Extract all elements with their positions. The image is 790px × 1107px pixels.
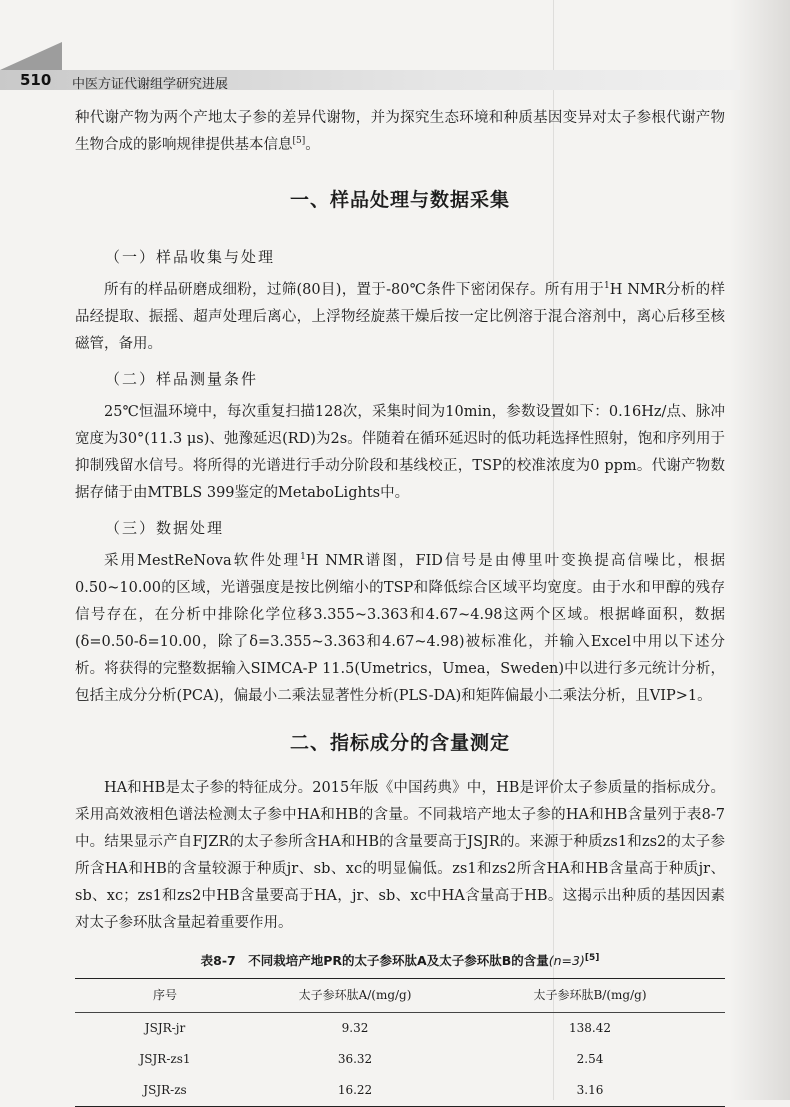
table-cell: JSJR-zs xyxy=(143,1083,187,1097)
section-2-paragraph: HA和HB是太子参的特征成分。2015年版《中国药典》中，HB是评价太子参质量的指标成分。采用高效液相色谱法检测太子参中HA和HB的含量。不同栽培产地太子参的HA和HB含量列于表8-7中。结果显示产自FJZR的太子参所含HA和HB的含量要高于JSJR的。来源于种质zs1和zs2的太子参所含HA和HB的含量较源于种质jr、sb、xc的明显偏低。zs1和zs2所含HA和HB含量高于种质jr、sb、xc；zs1和zs2中HB含量要高于HA，jr、sb、xc中HA含量高于HB。这揭示出种质的基因因素对太子参环肽含量起着重要作用。 xyxy=(75,780,725,931)
table-cell: 36.32 xyxy=(337,1052,373,1066)
table-row xyxy=(75,1013,725,1045)
table-cell: 9.32 xyxy=(341,1021,369,1035)
table-header-row xyxy=(75,979,725,1013)
table-row xyxy=(75,1044,725,1075)
subsection-3-text-b: H NMR谱图，FID信号是由傅里叶变换提高信噪比，根据0.50~10.00的区域，光谱强度是按比例缩小的TSP和降低综合区域平均宽度。由于水和甲醇的残存信号存在，在分析中排除化学位移3.355~3.363和4.67~4.98这两个区域。根据峰面积，数据(δ=0.50-δ=10.00，除了δ=3.355~3.363和4.67~4.98)被标准化，并输入Excel中用以下述分析。将获得的完整数据输入SIMCA-P 11.5(Umetrics，Umea，Sweden)中以进行多元统计分析，包括主成分分析(PCA)，偏最小二乘法显著性分析(PLS-DA)和矩阵偏最小二乘法分析，且VIP>1。 xyxy=(75,553,726,704)
intro-paragraph xyxy=(75,105,725,159)
intro-text: 种代谢产物为两个产地太子参的差异代谢物，并为探究生态环境和种质基因变异对太子参根代谢产物生物合成的影响规律提供基本信息 xyxy=(75,110,725,153)
intro-citation: [5] xyxy=(292,136,306,147)
table-cell: 2.54 xyxy=(576,1052,604,1066)
table-cell: 3.16 xyxy=(576,1083,604,1097)
section-1-title: 一、样品处理与数据采集 xyxy=(289,189,510,211)
subsection-1-text-b: H NMR分析的样品经提取、振摇、超声处理后离心，上浮物经旋蒸干燥后按一定比例溶于混合溶剂中，离心后移至核磁管，备用。 xyxy=(75,282,725,352)
subsection-3-text-a: 采用MestReNova软件处理 xyxy=(104,553,301,569)
intro-end: 。 xyxy=(305,137,320,153)
table-header-ha: 太子参环肽A/(mg/g) xyxy=(255,979,455,1013)
header-triangle-decoration xyxy=(0,42,62,70)
subsection-2-title: （二）样品测量条件 xyxy=(105,370,259,388)
table-cell: 16.22 xyxy=(337,1083,373,1097)
subsection-1-title: （一）样品收集与处理 xyxy=(105,248,276,266)
subsection-3-paragraph xyxy=(75,548,725,710)
table-cell: JSJR-jr xyxy=(144,1021,186,1035)
running-header xyxy=(0,42,750,90)
table-caption-n: (n=3) xyxy=(548,953,585,968)
content-table xyxy=(75,978,725,1107)
table-header-hb: 太子参环肽B/(mg/g) xyxy=(455,979,725,1013)
superscript-1: 1 xyxy=(604,281,610,292)
page-edge-shadow xyxy=(730,0,790,1100)
table-cell: JSJR-zs1 xyxy=(139,1052,191,1066)
table-row xyxy=(75,1075,725,1107)
subsection-2-paragraph: 25℃恒温环境中，每次重复扫描128次，采集时间为10min，参数设置如下：0.16Hz/点、脉冲宽度为30°(11.3 μs)、弛豫延迟(RD)为2s。伴随着在循环延迟时的低功耗选择性照射，饱和序列用于抑制残留水信号。将所得的光谱进行手动分阶段和基线校正，TSP的校准浓度为0 ppm。代谢产物数据存储于由MTBLS 399鉴定的MetaboLights中。 xyxy=(75,404,725,501)
table-cell: 138.42 xyxy=(569,1021,611,1035)
table-caption xyxy=(75,947,725,974)
section-2-title: 二、指标成分的含量测定 xyxy=(289,732,510,754)
subsection-1-paragraph xyxy=(75,277,725,358)
table-caption-citation: [5] xyxy=(584,952,600,963)
table-caption-text: 表8-7 不同栽培产地PR的太子参环肽A及太子参环肽B的含量 xyxy=(200,953,549,968)
superscript-1: 1 xyxy=(300,552,306,563)
page-body xyxy=(75,105,725,1107)
page-number: 510 xyxy=(20,71,52,89)
subsection-3-title: （三）数据处理 xyxy=(105,519,225,537)
table-header-id: 序号 xyxy=(75,979,255,1013)
book-title: 中医方证代谢组学研究进展 xyxy=(72,77,229,92)
subsection-1-text-a: 所有的样品研磨成细粉，过筛(80目)，置于-80℃条件下密闭保存。所有用于 xyxy=(104,282,604,298)
